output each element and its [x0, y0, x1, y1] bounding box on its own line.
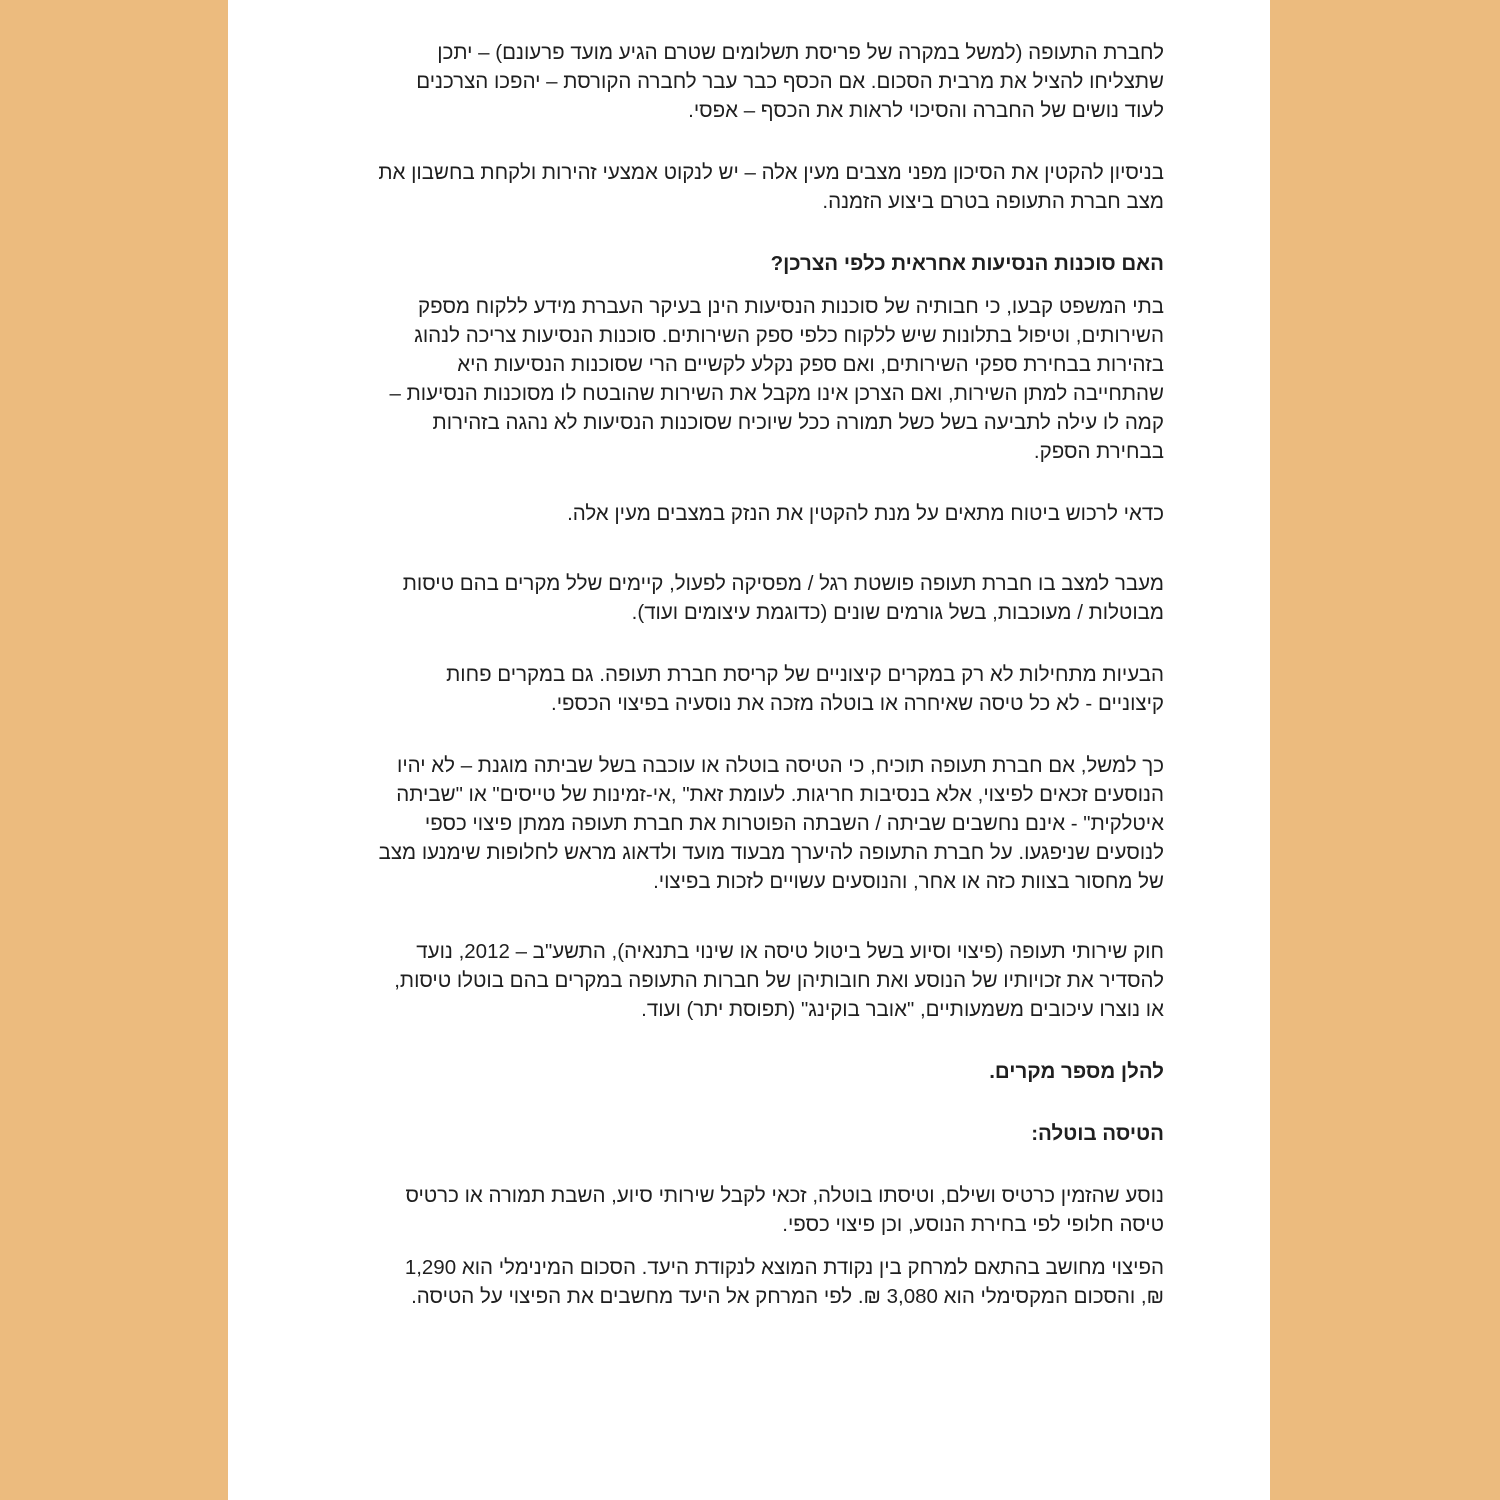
paragraph-refund-risk: לחברת התעופה (למשל במקרה של פריסת תשלומים שטרם הגיע מועד פרעונם) – יתכן שתצליחו להציל את מרבית הסכום. אם הכסף כבר עבר לחברה הקורסת – יהפכו הצרכנים לעוד נושים של החברה והסיכוי לראות את הכסף – אפסי. [416, 41, 1164, 122]
heading-cases: להלן מספר מקרים. [989, 1060, 1164, 1083]
paragraph-passenger-rights: נוסע שהזמין כרטיס ושילם, וטיסתו בוטלה, זכאי לקבל שירותי סיוע, השבת תמורה או כרטיס טיסה חלופי לפי בחירת הנוסע, וכן פיצוי כספי. [405, 1184, 1164, 1236]
document-body [378, 38, 1164, 1311]
paragraph-aviation-law: חוק שירותי תעופה (פיצוי וסיוע בשל ביטול טיסה או שינוי בתנאיה), התשע"ב – 2012, נועד להסדיר את זכויותיו של הנוסע ואת חובותיהן של חברות התעופה במקרים בהם בוטלו טיסות, או נוצרו עיכובים משמעותיים, "אובר בוקינג" (תפוסת יתר) ועוד. [394, 940, 1164, 1021]
paragraph-insurance: כדאי לרכוש ביטוח מתאים על מנת להקטין את הנזק במצבים מעין אלה. [567, 502, 1164, 525]
paragraph-precautions: בניסיון להקטין את הסיכון מפני מצבים מעין אלה – יש לנקוט אמצעי זהירות ולקחת בחשבון את מצב חברת התעופה בטרם ביצוע הזמנה. [378, 161, 1164, 213]
paragraph-cancellations: מעבר למצב בו חברת תעופה פושטת רגל / מפסיקה לפעול, קיימים שלל מקרים בהם טיסות מבוטלות / מעוכבות, בשל גורמים שונים (כדוגמת עיצומים ועוד). [402, 572, 1164, 624]
paragraph-strike-example: כך למשל, אם חברת תעופה תוכיח, כי הטיסה בוטלה או עוכבה בשל שביתה מוגנת – לא יהיו הנוסעים זכאים לפיצוי, אלא בנסיבות חריגות. לעומת זאת" ,אי-זמינות של טייסים" או "שביתה איטלקית" - אינם נחשבים שביתה / השבתה הפוטרות את חברת תעופה ממתן פיצוי כספי לנוסעים שניפגעו. על חברת התעופה להיערך מבעוד מועד ולדאוג מראש לחלופות שימנעו מצב של מחסור בצוות כזה או אחר, והנוסעים עשויים לזכות בפיצוי. [378, 754, 1164, 893]
paragraph-problems: הבעיות מתחילות לא רק במקרים קיצוניים של קריסת חברת תעופה. גם במקרים פחות קיצוניים - לא כל טיסה שאיחרה או בוטלה מזכה את נוסעיה בפיצוי הכספי. [446, 663, 1164, 715]
paragraph-compensation-amount: הפיצוי מחושב בהתאם למרחק בין נקודת המוצא לנקודת היעד. הסכום המינימלי הוא 1,290 ₪, והסכום המקסימלי הוא 3,080 ₪. לפי המרחק אל היעד מחשבים את הפיצוי על הטיסה. [404, 1256, 1164, 1308]
document-page [228, 0, 1270, 1500]
heading-agency-responsibility: האם סוכנות הנסיעות אחראית כלפי הצרכן? [770, 252, 1164, 275]
heading-flight-cancelled: הטיסה בוטלה: [1031, 1122, 1164, 1145]
paragraph-court-ruling: בתי המשפט קבעו, כי חבותיה של סוכנות הנסיעות הינן בעיקר העברת מידע ללקוח מספק השירותים, וטיפול בתלונות שיש ללקוח כלפי ספק השירותים. סוכנות הנסיעות צריכה לנהוג בזהירות בבחירת ספקי השירותים, ואם ספק נקלע לקשיים הרי שסוכנות הנסיעות היא שהתחייבה למתן השירות, ואם הצרכן אינו מקבל את השירות שהובטח לו מסוכנות הנסיעות – קמה לו עילה לתביעה בשל כשל תמורה ככל שיוכיח שסוכנות הנסיעות לא נהגה בזהירות בבחירת הספק. [389, 295, 1164, 463]
